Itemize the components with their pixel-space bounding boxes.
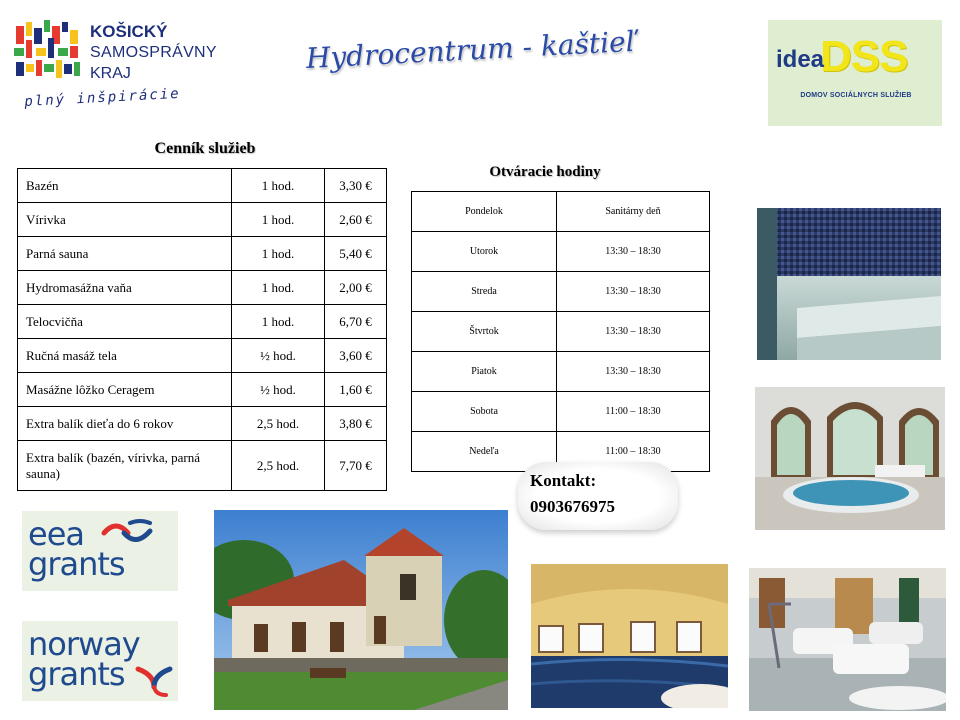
hydromassage-tubs-image bbox=[749, 568, 946, 711]
service-duration: 2,5 hod. bbox=[232, 441, 325, 491]
service-name: Hydromasážna vaňa bbox=[18, 271, 232, 305]
hours-value: 11:00 – 18:30 bbox=[557, 392, 710, 432]
weekday: Piatok bbox=[412, 352, 557, 392]
mosaic-logo-icon bbox=[12, 18, 84, 88]
grants-swoosh-icon bbox=[100, 517, 156, 549]
opening-hours-heading: Otváracie hodiny bbox=[489, 164, 601, 180]
service-name: Telocvičňa bbox=[18, 305, 232, 339]
table-row bbox=[18, 305, 387, 339]
eea-grants-logo bbox=[22, 511, 178, 591]
kosice-region-logo bbox=[12, 18, 218, 122]
service-price: 5,40 € bbox=[325, 237, 387, 271]
service-price: 2,00 € bbox=[325, 271, 387, 305]
table-row bbox=[18, 339, 387, 373]
service-name: Masážne lôžko Ceragem bbox=[18, 373, 232, 407]
weekday: Streda bbox=[412, 272, 557, 312]
table-row bbox=[18, 169, 387, 203]
steam-sauna-photo bbox=[757, 208, 941, 360]
table-row bbox=[18, 271, 387, 305]
hours-value: 13:30 – 18:30 bbox=[557, 312, 710, 352]
service-price: 7,70 € bbox=[325, 441, 387, 491]
service-name: Extra balík dieťa do 6 rokov bbox=[18, 407, 232, 441]
page-title: Hydrocentrum - kaštieľ bbox=[305, 24, 638, 75]
table-row bbox=[412, 352, 710, 392]
indoor-pool-image bbox=[531, 564, 728, 708]
table-row bbox=[18, 237, 387, 271]
service-duration: 1 hod. bbox=[232, 203, 325, 237]
idea-logo-subtitle: DOMOV SOCIÁLNYCH SLUŽIEB bbox=[800, 92, 912, 99]
logo-slogan: plný inšpirácie bbox=[24, 85, 182, 110]
service-duration: ½ hod. bbox=[232, 339, 325, 373]
service-price: 3,60 € bbox=[325, 339, 387, 373]
idea-dss-logo bbox=[768, 20, 942, 126]
castle-building-photo bbox=[214, 510, 508, 710]
price-list-table bbox=[17, 168, 387, 491]
eea-logo-word2: grants bbox=[28, 545, 125, 583]
price-list-heading: Cenník služieb bbox=[154, 140, 256, 157]
steam-sauna-image bbox=[757, 208, 941, 360]
contact-label: Kontakt: bbox=[530, 471, 597, 490]
grants-swoosh-icon bbox=[134, 661, 174, 699]
table-row bbox=[412, 272, 710, 312]
logo-text-line1: KOŠICKÝ bbox=[90, 22, 168, 41]
contact-phone[interactable]: 0903676975 bbox=[530, 497, 615, 516]
hours-value: 13:30 – 18:30 bbox=[557, 232, 710, 272]
opening-hours-table bbox=[411, 191, 710, 472]
norway-grants-logo bbox=[22, 621, 178, 701]
hours-value: 13:30 – 18:30 bbox=[557, 272, 710, 312]
indoor-pool-photo bbox=[531, 564, 728, 708]
table-row bbox=[18, 373, 387, 407]
weekday: Utorok bbox=[412, 232, 557, 272]
service-name: Vírivka bbox=[18, 203, 232, 237]
table-row bbox=[412, 232, 710, 272]
table-row bbox=[18, 441, 387, 491]
weekday: Štvrtok bbox=[412, 312, 557, 352]
service-duration: 1 hod. bbox=[232, 305, 325, 339]
service-price: 3,30 € bbox=[325, 169, 387, 203]
logo-text-line2: SAMOSPRÁVNY bbox=[90, 44, 217, 61]
service-name: Bazén bbox=[18, 169, 232, 203]
service-price: 1,60 € bbox=[325, 373, 387, 407]
service-duration: 2,5 hod. bbox=[232, 407, 325, 441]
dss-logo-text: DSS bbox=[820, 32, 908, 81]
weekday: Pondelok bbox=[412, 192, 557, 232]
logo-text-line3: KRAJ bbox=[90, 65, 131, 82]
service-price: 6,70 € bbox=[325, 305, 387, 339]
hours-value: 11:00 – 18:30 bbox=[557, 432, 710, 472]
service-duration: 1 hod. bbox=[232, 237, 325, 271]
weekday: Nedeľa bbox=[412, 432, 557, 472]
service-price: 3,80 € bbox=[325, 407, 387, 441]
castle-image bbox=[214, 510, 508, 710]
table-row bbox=[412, 192, 710, 232]
eea-logo-word1: eea bbox=[28, 515, 84, 553]
service-price: 2,60 € bbox=[325, 203, 387, 237]
table-row bbox=[18, 203, 387, 237]
norway-logo-word2: grants bbox=[28, 655, 125, 693]
service-duration: 1 hod. bbox=[232, 169, 325, 203]
table-row bbox=[18, 407, 387, 441]
norway-logo-word1: norway bbox=[28, 625, 140, 663]
idea-logo-text: idea bbox=[776, 46, 825, 73]
service-duration: ½ hod. bbox=[232, 373, 325, 407]
whirlpool-photo bbox=[755, 387, 945, 530]
service-name: Parná sauna bbox=[18, 237, 232, 271]
hours-value: 13:30 – 18:30 bbox=[557, 352, 710, 392]
service-name: Extra balík (bazén, vírivka, parná sauna) bbox=[18, 441, 232, 491]
whirlpool-image bbox=[755, 387, 945, 530]
service-name: Ručná masáž tela bbox=[18, 339, 232, 373]
table-row bbox=[412, 392, 710, 432]
hydromassage-tubs-photo bbox=[749, 568, 946, 711]
table-row bbox=[412, 312, 710, 352]
hours-value: Sanitárny deň bbox=[557, 192, 710, 232]
service-duration: 1 hod. bbox=[232, 271, 325, 305]
weekday: Sobota bbox=[412, 392, 557, 432]
